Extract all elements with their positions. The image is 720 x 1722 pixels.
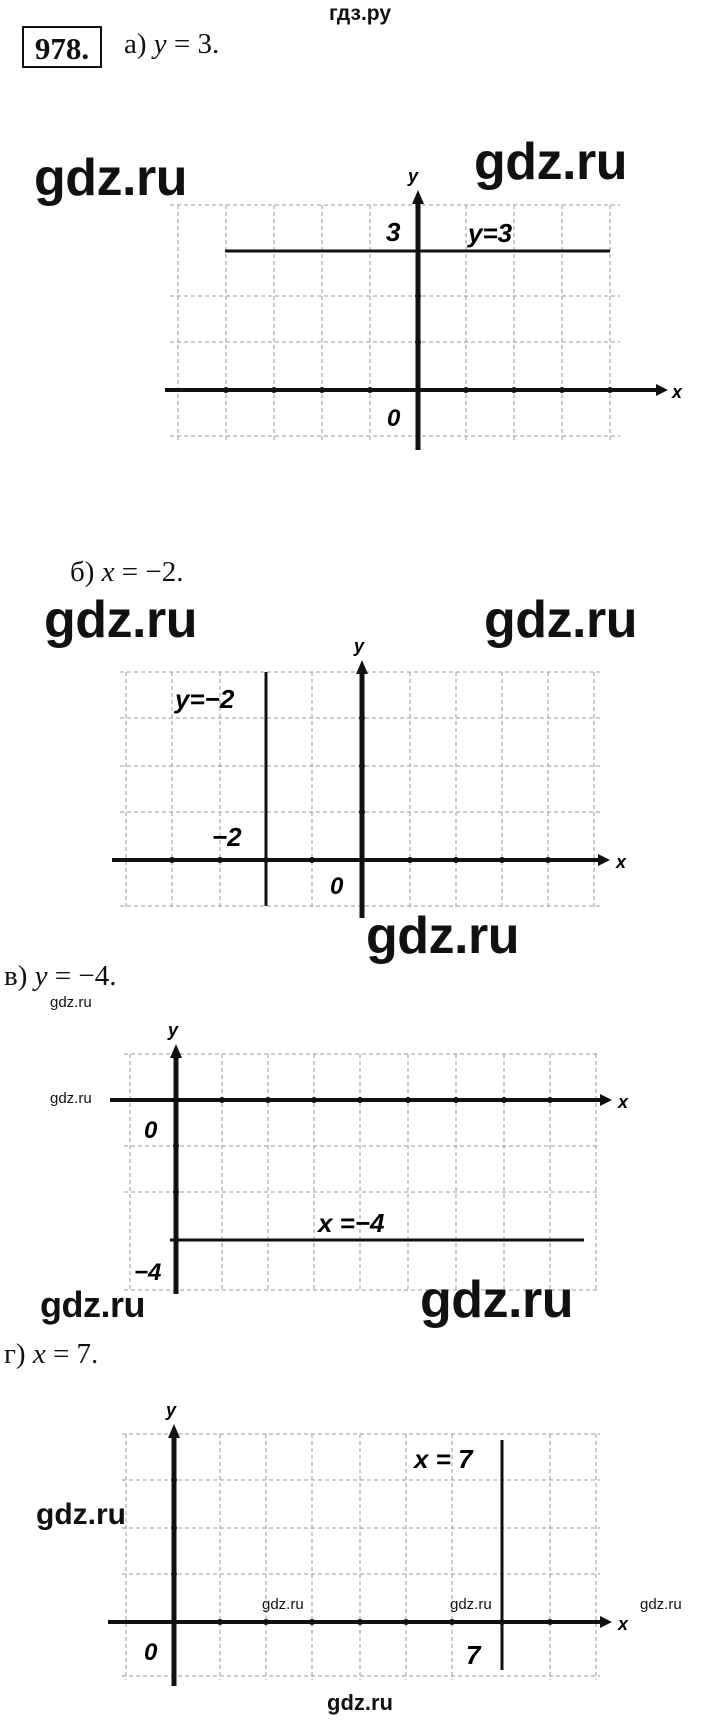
problem-number: 978. xyxy=(22,26,102,68)
watermark-small: gdz.ru xyxy=(640,1596,682,1613)
watermark: gdz.ru xyxy=(34,149,187,207)
graph-d-ticks xyxy=(171,1477,553,1625)
watermark: gdz.ru xyxy=(484,591,637,649)
graph-d-x-arrow xyxy=(600,1616,612,1628)
part-b-var: x xyxy=(101,556,115,588)
graph-c-origin: 0 xyxy=(144,1117,158,1144)
graph-b-x-label: x xyxy=(616,852,627,872)
part-d-label: г) xyxy=(4,1338,26,1370)
part-a-rhs: = 3. xyxy=(173,28,220,60)
graph-a-origin: 0 xyxy=(387,405,401,432)
watermark-small: gdz.ru xyxy=(450,1596,492,1613)
graph-a-y-label: y xyxy=(408,166,419,186)
site-footer: gdz.ru xyxy=(327,1690,393,1715)
part-c-var: y xyxy=(34,960,48,992)
watermark: gdz.ru xyxy=(44,591,197,649)
graph-b-line-label: y=−2 xyxy=(175,684,235,714)
watermark: gdz.ru xyxy=(36,1498,126,1531)
part-a-label: а) xyxy=(124,28,147,60)
graph-d-origin: 0 xyxy=(144,1639,158,1666)
graph-c-x-label: x xyxy=(618,1092,629,1112)
graph-d-line-label: x = 7 xyxy=(414,1444,473,1474)
graph-c-tick-label: −4 xyxy=(134,1259,162,1286)
part-d-rhs: = 7. xyxy=(52,1338,99,1370)
watermark: gdz.ru xyxy=(40,1284,145,1325)
graph-b-origin: 0 xyxy=(330,873,344,900)
graph-d-tick-label: 7 xyxy=(466,1640,481,1670)
watermark-small: gdz.ru xyxy=(50,1090,92,1107)
watermark: gdz.ru xyxy=(420,1271,573,1329)
graph-d-x-label: x xyxy=(618,1614,629,1634)
watermark-small: gdz.ru xyxy=(50,994,92,1011)
graph-d-grid xyxy=(122,1434,600,1680)
watermark: gdz.ru xyxy=(474,133,627,191)
part-c-label: в) xyxy=(4,960,28,992)
graph-a-tick-label: 3 xyxy=(386,217,401,247)
graph-b-tick-label: −2 xyxy=(212,822,242,852)
part-c-rhs: = −4. xyxy=(54,960,117,992)
part-d-var: x xyxy=(32,1338,46,1370)
graph-c-line-label: x =−4 xyxy=(318,1208,385,1238)
part-b-label: б) xyxy=(70,556,95,588)
watermark-small: gdz.ru xyxy=(262,1596,304,1613)
graph-a-x-label: x xyxy=(672,382,683,402)
graph-d-y-arrow xyxy=(168,1424,180,1438)
part-a-var: y xyxy=(153,28,167,60)
graph-c-y-label: y xyxy=(168,1020,179,1040)
graph-b-y-label: y xyxy=(354,636,365,656)
site-header: гдз.ру xyxy=(328,2,392,25)
graph-a-line-label: y=3 xyxy=(468,218,513,248)
part-b-rhs: = −2. xyxy=(121,556,184,588)
watermark: gdz.ru xyxy=(366,907,519,965)
graph-d-y-label: y xyxy=(166,1400,177,1420)
